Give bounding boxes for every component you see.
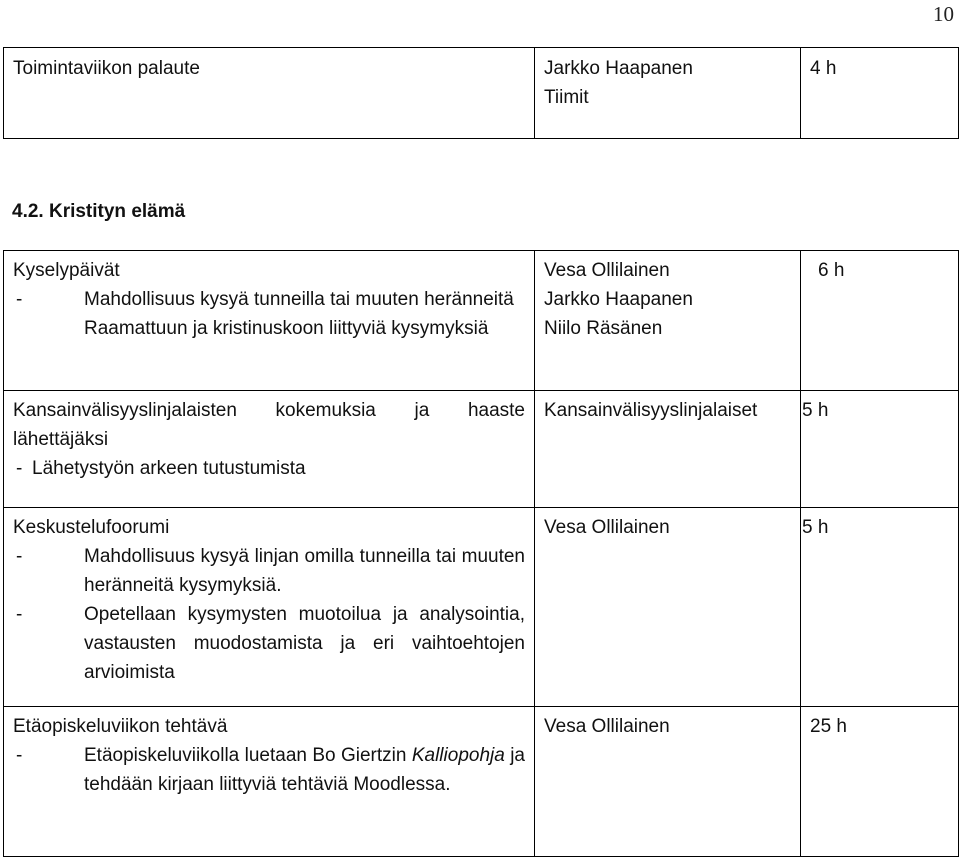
dash: - xyxy=(16,546,23,567)
bullet-text: Mahdollisuus kysyä tunneilla tai muuten heränneitä Raamattuun ja kristinuskoon liittyviä kysymyksiä xyxy=(84,289,514,339)
hours-value: 5 h xyxy=(802,400,829,421)
table-row xyxy=(4,251,959,391)
hours-cell xyxy=(801,508,959,707)
bullet-list xyxy=(13,285,525,343)
persons-cell xyxy=(535,251,801,391)
hours-value: 4 h xyxy=(810,58,837,79)
dash: - xyxy=(16,604,23,625)
dash: - xyxy=(16,745,23,766)
top-table xyxy=(3,47,959,139)
activity-title: Kyselypäivät xyxy=(13,260,120,281)
persons-cell xyxy=(535,48,801,139)
book-title: Kalliopohja xyxy=(411,745,505,766)
activity-title: Kansainvälisyyslinjalaisten kokemuksia ja haaste lähettäjäksi xyxy=(13,400,525,450)
activity-title: Keskustelufoorumi xyxy=(13,517,170,538)
person-name: Kansainvälisyyslinjalaiset xyxy=(544,400,758,421)
activity-cell xyxy=(4,508,535,707)
persons-cell xyxy=(535,707,801,857)
hours-cell xyxy=(801,48,959,139)
list-item xyxy=(13,542,525,600)
dash: - xyxy=(16,458,23,479)
list-item xyxy=(13,285,525,343)
person-name: Tiimit xyxy=(544,87,589,108)
bullet-text-before: Etäopiskeluviikolla luetaan Bo Giertzin xyxy=(84,745,412,766)
bullet-text: Opetellaan kysymysten muotoilua ja analysointia, vastausten muodostamista ja eri vaihtoehtojen arvioimista xyxy=(84,604,525,683)
list-item xyxy=(13,454,525,483)
persons-cell xyxy=(535,508,801,707)
hours-value: 5 h xyxy=(802,517,829,538)
person-name: Niilo Räsänen xyxy=(544,318,663,339)
table-row xyxy=(4,48,959,139)
bullet-list xyxy=(13,454,525,483)
activity-cell xyxy=(4,391,535,508)
activity-title: Toimintaviikon palaute xyxy=(13,58,200,79)
persons-cell xyxy=(535,391,801,508)
hours-value: 6 h xyxy=(818,260,845,281)
activity-cell xyxy=(4,48,535,139)
table-row xyxy=(4,508,959,707)
main-table xyxy=(3,250,959,857)
list-item xyxy=(13,600,525,687)
dash: - xyxy=(16,289,23,310)
hours-cell xyxy=(801,251,959,391)
page-number: 10 xyxy=(933,2,954,26)
activity-cell xyxy=(4,707,535,857)
person-name: Vesa Ollilainen xyxy=(544,716,670,737)
person-name: Vesa Ollilainen xyxy=(544,517,670,538)
bullet-list xyxy=(13,741,525,799)
hours-cell xyxy=(801,707,959,857)
activity-cell xyxy=(4,251,535,391)
table-row xyxy=(4,707,959,857)
person-name: Jarkko Haapanen xyxy=(544,289,693,310)
person-name: Vesa Ollilainen xyxy=(544,260,670,281)
hours-value: 25 h xyxy=(810,716,847,737)
activity-title: Etäopiskeluviikon tehtävä xyxy=(13,716,228,737)
bullet-text: Mahdollisuus kysyä linjan omilla tunneilla tai muuten heränneitä kysymyksiä. xyxy=(84,546,525,596)
person-name: Jarkko Haapanen xyxy=(544,58,693,79)
bullet-list xyxy=(13,542,525,687)
table-row xyxy=(4,391,959,508)
bullet-text-after: ja tehdään kirjaan liittyviä tehtäviä Moodlessa. xyxy=(84,745,525,795)
list-item xyxy=(13,741,525,799)
bullet-text: Lähetystyön arkeen tutustumista xyxy=(32,458,306,479)
section-heading: 4.2. Kristityn elämä xyxy=(12,201,186,222)
hours-cell xyxy=(801,391,959,508)
